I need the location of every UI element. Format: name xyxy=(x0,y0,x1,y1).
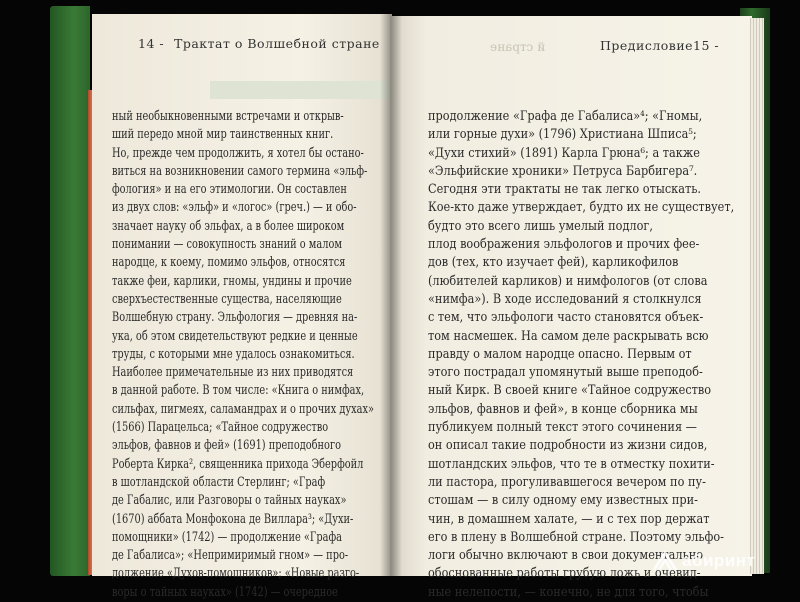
book-cover-left xyxy=(50,6,90,576)
text-line: воры о тайных науках» (1742) — очередное xyxy=(112,584,338,600)
text-line: в шотландской области Стерлинг; «Граф xyxy=(112,474,326,490)
text-line: этого пострадал упомянутый выше преподоб- xyxy=(428,365,703,381)
watermark-text: абиринт xyxy=(682,551,756,570)
text-line: сильфах, пигмеях, саламандрах и о прочих духах» xyxy=(112,401,374,417)
text-line: эльфов, фавнов и фей» (1691) преподобного xyxy=(112,438,341,454)
text-line: будто это всего лишь умелый подлог, xyxy=(428,218,653,234)
right-page-text xyxy=(428,108,780,602)
text-line: фология» и на его этимологии. Он составлен xyxy=(112,182,347,198)
text-line: чин, в домашнем халате, — и с тех пор держат xyxy=(428,511,710,527)
text-line: ший передо мной мир таинственных книг. xyxy=(112,127,334,143)
text-line: или горные духи» (1796) Христиана Шписа⁵; xyxy=(428,127,697,143)
text-line: логи обычно включают в свои документально xyxy=(428,548,704,564)
text-line: помощники» (1742) — продолжение «Графа xyxy=(112,529,342,545)
left-page xyxy=(92,14,392,600)
text-line: (любителей карликов) и нимфологов (от слова xyxy=(428,273,708,289)
text-line: де Габалиса»; «Непримиримый гном» — про- xyxy=(112,548,349,564)
text-line: «Эльфийские хроники» Петруса Барбигера⁷. xyxy=(428,163,698,179)
text-line: ука, об этом свидетельствуют редкие и ценные xyxy=(112,328,358,344)
text-line: продолжение «Графа де Габалиса»⁴; «Гномы, xyxy=(428,109,703,124)
text-line: публикуем полный текст этого сочинения — xyxy=(428,420,697,436)
right-running-title: Предисловие xyxy=(600,38,694,53)
text-line: эльфов, фавнов и фей», в конце сборника мы xyxy=(428,401,698,417)
text-line: народце, к коему, помимо эльфов, относятся xyxy=(112,255,346,271)
text-line: также феи, карлики, гномы, ундины и прочие xyxy=(112,273,352,289)
text-line: обоснованные работы грубую ложь и очевид- xyxy=(428,566,701,582)
page-block-edges xyxy=(750,18,764,574)
text-line: (1566) Парацельса; «Тайное содружество xyxy=(112,420,329,436)
book-gutter xyxy=(380,14,402,576)
text-line: ные нелепости, — конечно, не для того, чтобы xyxy=(428,584,709,600)
left-page-number: 14 - xyxy=(138,36,165,51)
show-through-text: й стране xyxy=(490,40,546,54)
right-page xyxy=(390,16,752,600)
text-line: правду о малом народце опасно. Первым от xyxy=(428,346,692,362)
text-line: сверхъестественные существа, населяющие xyxy=(112,291,342,307)
text-line: ный необыкновенными встречами и открыв- xyxy=(112,109,344,124)
text-line: его в плену в Волшебной стране. Поэтому эльфо- xyxy=(428,529,725,545)
text-line: ли пастора, прогуливавшегося вечером по пу- xyxy=(428,474,706,490)
text-line: значает науку об эльфах, а в более широком xyxy=(112,218,345,234)
text-line: Кое-кто даже утверждает, будто их не существует, xyxy=(428,200,735,216)
text-line: он описал такие подробности из жизни сидов, xyxy=(428,438,708,454)
text-line: виться на возникновении самого термина «эльф- xyxy=(112,163,368,179)
labyrinth-logo-icon xyxy=(652,550,678,572)
text-line: шотландских эльфов, что те в отместку похити- xyxy=(428,456,715,472)
text-line: Роберта Кирка², священника прихода Эберфойл xyxy=(112,456,364,472)
text-line: труды, с которыми мне удалось ознакомиться. xyxy=(112,346,355,362)
text-line: стошам — в силу одному ему известных при- xyxy=(428,493,698,509)
text-line: с тем, что эльфологи часто становятся объек- xyxy=(428,310,704,326)
text-line: де Габалис, или Разговоры о тайных науках» xyxy=(112,493,347,509)
text-line: (1670) аббата Монфокона де Виллара³; «Духи- xyxy=(112,511,354,527)
text-line: из двух слов: «эльф» и «логос» (греч.) — и обо- xyxy=(112,200,357,216)
text-line: плод воображения эльфологов и прочих фее- xyxy=(428,237,700,253)
text-line: Но, прежде чем продолжить, я хотел бы остано- xyxy=(112,145,364,161)
watermark xyxy=(652,548,755,574)
text-line: дов (тех, кто изучает фей), карликофилов xyxy=(428,255,679,271)
text-line: Сегодня эти трактаты не так легко отыскать. xyxy=(428,182,701,198)
text-line: в данной работе. В том числе: «Книга о нимфах, xyxy=(112,383,365,399)
text-line: Наиболее примечательные из них приводятся xyxy=(112,365,354,381)
text-line: понимании — совокупность знаний о малом xyxy=(112,237,342,253)
text-line: «нимфа»). В ходе исследований я столкнулся xyxy=(428,291,702,307)
text-line: должение «Духов-помощников»; «Новые разго- xyxy=(112,566,360,582)
right-page-number: 15 - xyxy=(693,38,720,53)
left-running-title: Трактат о Волшебной стране xyxy=(174,36,380,51)
text-line: ный Кирк. В своей книге «Тайное содружество xyxy=(428,383,712,399)
text-line: «Духи стихий» (1891) Карла Грюна⁶; а также xyxy=(428,145,700,161)
text-line: том насмешек. На самом деле раскрывать всю xyxy=(428,328,709,344)
text-line: Волшебную страну. Эльфология — древняя на- xyxy=(112,310,358,326)
